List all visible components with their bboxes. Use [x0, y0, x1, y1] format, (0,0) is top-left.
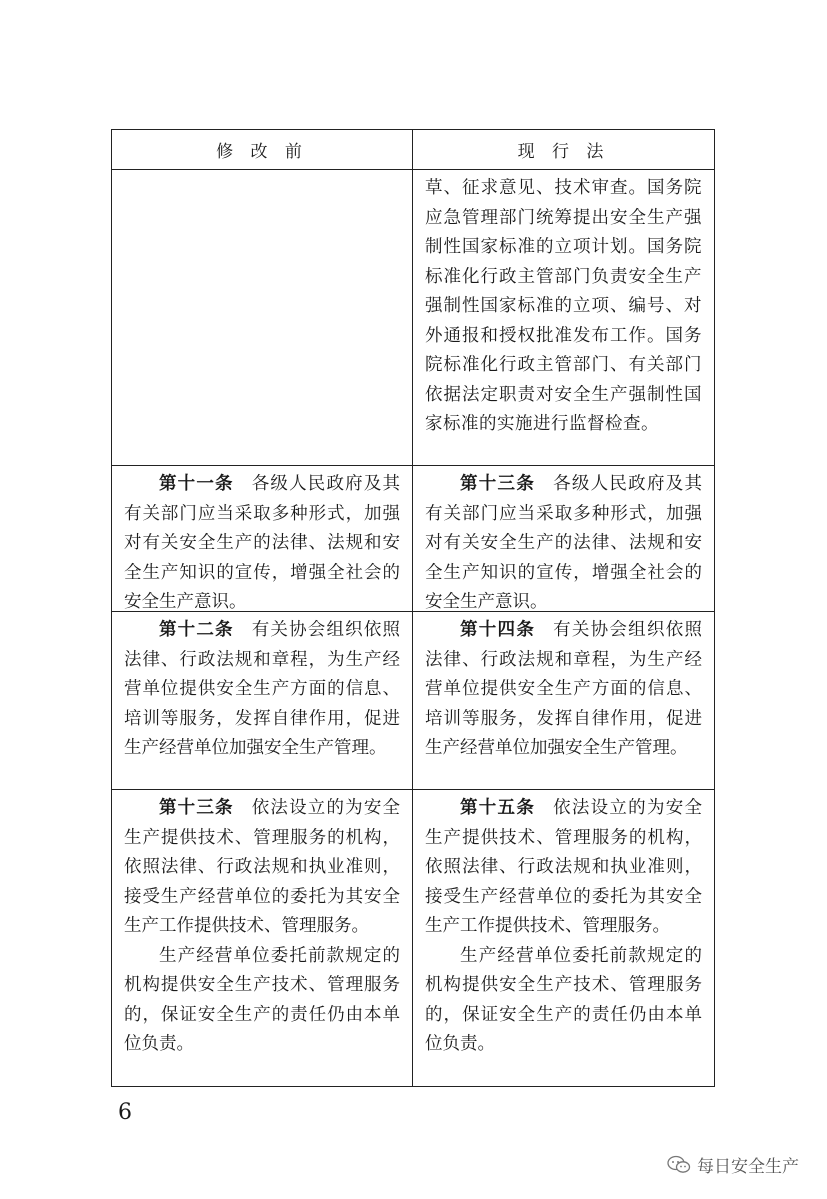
cell-before	[112, 466, 413, 611]
article-text: 有关协会组织依照法律、行政法规和章程，为生产经营单位提供安全生产方面的信息、培训等服务，发挥自律作用，促进生产经营单位加强安全生产管理。	[124, 620, 401, 758]
article-number: 第十五条	[460, 798, 536, 818]
page-number: 6	[118, 1100, 132, 1125]
article-paragraph-2: 生产经营单位委托前款规定的机构提供安全生产技术、管理服务的，保证安全生产的责任仍由本单位负责。	[425, 945, 702, 1054]
article-number: 第十三条	[159, 798, 234, 818]
cell-before-empty	[112, 170, 413, 465]
article-paragraph	[425, 470, 702, 618]
cell-current	[413, 170, 714, 465]
cell-current	[413, 466, 714, 611]
table-row	[112, 790, 714, 1086]
article-number: 第十三条	[460, 474, 536, 494]
article-number: 第十四条	[460, 620, 536, 640]
table-row	[112, 170, 714, 466]
cell-current	[413, 612, 714, 789]
cell-current	[413, 790, 714, 1086]
article-text: 各级人民政府及其有关部门应当采取多种形式，加强对有关安全生产的法律、法规和安全生产知识的宣传，增强全社会的安全生产意识。	[124, 474, 401, 612]
watermark-text: 每日安全生产	[697, 1157, 799, 1177]
cell-before	[112, 612, 413, 789]
article-text: 依法设立的为安全生产提供技术、管理服务的机构，依照法律、行政法规和执业准则，接受生产经营单位的委托为其安全生产工作提供技术、管理服务。	[425, 798, 703, 936]
article-text: 有关协会组织依照法律、行政法规和章程，为生产经营单位提供安全生产方面的信息、培训等服务，发挥自律作用，促进生产经营单位加强安全生产管理。	[425, 620, 703, 758]
article-paragraph	[425, 794, 702, 942]
header-current: 现 行 法	[517, 142, 610, 162]
article-text: 依法设立的为安全生产提供技术、管理服务的机构，依照法律、行政法规和执业准则，接受生产经营单位的委托为其安全生产工作提供技术、管理服务。	[124, 798, 401, 936]
article-paragraph	[425, 616, 702, 764]
article-paragraph	[124, 470, 400, 618]
watermark	[667, 1152, 799, 1177]
article-paragraph	[124, 616, 400, 764]
article-text: 各级人民政府及其有关部门应当采取多种形式，加强对有关安全生产的法律、法规和安全生产知识的宣传，增强全社会的安全生产意识。	[425, 474, 703, 612]
table-row	[112, 466, 714, 612]
comparison-table	[111, 129, 715, 1087]
article-number: 第十二条	[159, 620, 234, 640]
article-paragraph-2: 生产经营单位委托前款规定的机构提供安全生产技术、管理服务的，保证安全生产的责任仍由本单位负责。	[124, 945, 400, 1054]
article-text: 草、征求意见、技术审查。国务院应急管理部门统筹提出安全生产强制性国家标准的立项计划。国务院标准化行政主管部门负责安全生产强制性国家标准的立项、编号、对外通报和授权批准发布工作。国务院标准化行政主管部门、有关部门依据法定职责对安全生产强制性国家标准的实施进行监督检查。	[425, 178, 702, 434]
table-row	[112, 612, 714, 790]
header-before: 修 改 前	[112, 130, 413, 169]
cell-before	[112, 790, 413, 1086]
table-header-row	[112, 130, 714, 170]
wechat-icon	[667, 1155, 691, 1175]
article-paragraph	[124, 794, 400, 942]
article-number: 第十一条	[159, 474, 234, 494]
